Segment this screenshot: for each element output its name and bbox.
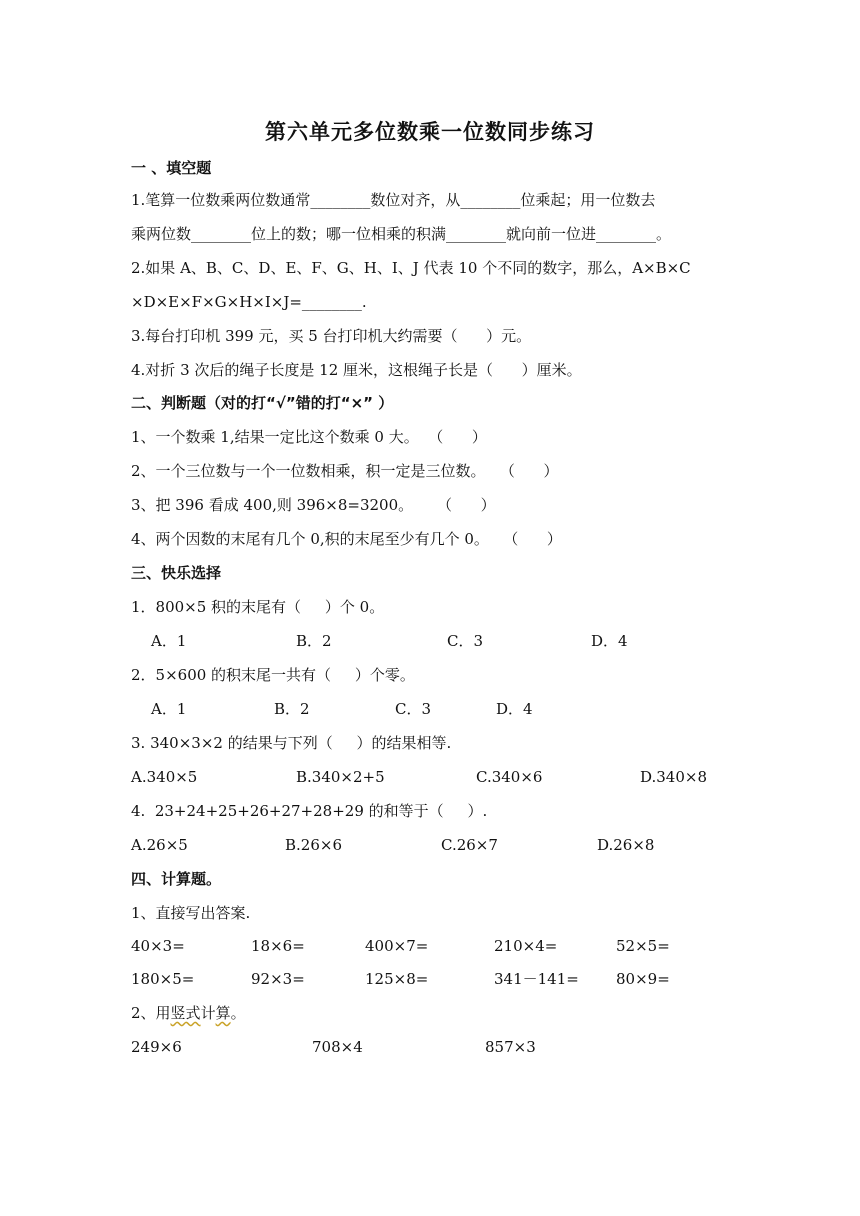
subsection-text: 计: [200, 1004, 216, 1022]
worksheet-title: 第六单元多位数乘一位数同步练习: [265, 120, 595, 144]
question-stem: 4. 23+24+25+26+27+28+29 的和等于（ ）.: [131, 802, 488, 820]
subsection-text: 2、用: [131, 1004, 171, 1022]
option: D.340×8: [640, 768, 708, 786]
proofing-mark: 竖式: [170, 1004, 201, 1022]
subsection-text: 。: [230, 1004, 246, 1022]
question-stem: 3. 340×3×2 的结果与下列（ ）的结果相等.: [131, 734, 452, 752]
question-line: 3、把 396 看成 400,则 396×8=3200。 （ ）: [131, 496, 496, 514]
calc-item: 400×7=: [365, 937, 429, 955]
calc-item: 18×6=: [251, 937, 305, 955]
option: A．1: [151, 700, 187, 718]
option: C.340×6: [476, 768, 543, 786]
question-line: 3.每台打印机 399 元，买 5 台打印机大约需要（ ）元。: [131, 327, 532, 345]
option: A.26×5: [131, 836, 188, 854]
option: A.340×5: [131, 768, 198, 786]
option: B.26×6: [285, 836, 342, 854]
subsection-title: [131, 1003, 246, 1023]
calc-item: 40×3=: [131, 937, 185, 955]
question-line: 4、两个因数的末尾有几个 0,积的末尾至少有几个 0。 （ ）: [131, 530, 562, 548]
option: B．2: [274, 700, 310, 718]
section-heading-fill-blank: 一 、填空题: [131, 159, 212, 177]
subsection-title: 1、直接写出答案.: [131, 904, 251, 922]
calc-item: 180×5=: [131, 970, 195, 988]
proofing-mark: 算: [215, 1004, 231, 1022]
option: C．3: [447, 632, 484, 650]
question-stem: 1．800×5 积的末尾有（ ）个 0。: [131, 598, 385, 616]
section-heading-calculation: 四、计算题。: [131, 870, 222, 888]
calc-item: 341－141=: [494, 970, 579, 988]
question-line: ×D×E×F×G×H×I×J=________.: [131, 293, 367, 311]
calc-item: 249×6: [131, 1038, 182, 1056]
calc-item: 708×4: [312, 1038, 363, 1056]
option: D．4: [591, 632, 628, 650]
question-stem: 2．5×600 的积末尾一共有（ ）个零。: [131, 666, 415, 684]
calc-item: 125×8=: [365, 970, 429, 988]
question-line: 1.笔算一位数乘两位数通常________数位对齐，从________位乘起；用一位数去: [131, 191, 656, 209]
calc-item: 80×9=: [616, 970, 670, 988]
option: C．3: [395, 700, 432, 718]
calc-item: 857×3: [485, 1038, 536, 1056]
question-line: 4.对折 3 次后的绳子长度是 12 厘米，这根绳子长是（ ）厘米。: [131, 361, 582, 379]
option: A．1: [151, 632, 187, 650]
question-line: 2、一个三位数与一个一位数相乘，积一定是三位数。 （ ）: [131, 462, 559, 480]
calc-item: 92×3=: [251, 970, 305, 988]
question-line: 2.如果 A、B、C、D、E、F、G、H、I、J 代表 10 个不同的数字，那么，A×B×C: [131, 259, 691, 277]
option: B.340×2+5: [296, 768, 385, 786]
section-heading-choice: 三、快乐选择: [131, 564, 222, 582]
section-heading-true-false: 二、判断题（对的打“√”错的打“×” ）: [131, 394, 394, 412]
option: C.26×7: [441, 836, 498, 854]
calc-item: 52×5=: [616, 937, 670, 955]
calc-item: 210×4=: [494, 937, 558, 955]
option: D.26×8: [597, 836, 655, 854]
question-line: 1、一个数乘 1,结果一定比这个数乘 0 大。 （ ）: [131, 428, 487, 446]
option: B．2: [296, 632, 332, 650]
question-line: 乘两位数________位上的数；哪一位相乘的积满________就向前一位进________。: [131, 225, 672, 243]
option: D．4: [496, 700, 533, 718]
